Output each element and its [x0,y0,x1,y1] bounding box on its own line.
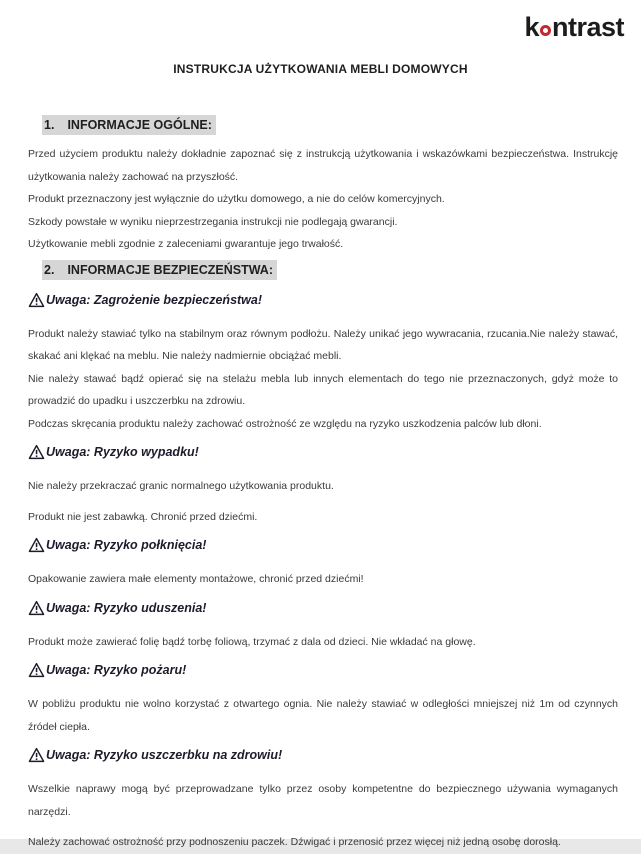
section-1-body [28,143,618,256]
warning-triangle-icon [28,600,45,616]
paragraph: Nie należy przekraczać granic normalnego użytkowania produktu. [28,480,334,492]
section-1-heading [42,118,618,132]
paragraph: Produkt może zawierać folię bądź torbę foliową, trzymać z dala od dzieci. Nie wkładać na głowę. [28,635,476,648]
warning-triangle-icon [28,747,45,763]
section-1-heading-label: INFORMACJE OGÓLNE: [67,118,212,132]
warning-heading [28,746,618,764]
warning-triangle-icon [28,292,45,308]
kontrast-logo [524,12,624,43]
warning-block [28,599,618,654]
warning-block [28,536,618,591]
warning-block [28,746,618,854]
warning-heading [28,443,618,461]
section-1-number: 1. [44,118,55,132]
warning-label: Uwaga: Ryzyko uduszenia! [46,600,207,615]
warning-label: Uwaga: Ryzyko pożaru! [46,663,187,677]
paragraph: Przed użyciem produktu należy dokładnie zapoznać się z instrukcją użytkowania i wskazówkami bezpieczeństwa. Instrukcję użytkowania należy zachować na przyszłość. [28,148,618,183]
logo-red-circle-icon [540,25,551,36]
warning-label: Uwaga: Ryzyko połknięcia! [46,538,207,552]
warning-heading [28,599,618,617]
warning-block [28,291,618,436]
warning-heading [28,536,618,554]
warning-triangle-icon [28,537,45,553]
paragraph: Produkt przeznaczony jest wyłącznie do użytku domowego, a nie do celów komercyjnych. [28,193,445,205]
paragraph: Nie należy stawać bądź opierać się na stelażu mebla lub innych elementach do tego nie przeznaczonych, gdyż może to prowadzić do upadku i uszczerbku na zdrowiu. [28,372,618,407]
logo-text-k: k [524,12,539,42]
section-2-heading-label: INFORMACJE BEZPIECZEŃSTWA: [67,262,273,277]
paragraph: Wszelkie naprawy mogą być przeprowadzane tylko przez osoby kompetentne do bezpiecznego używania wymaganych narzędzi. [28,783,618,818]
warning-triangle-icon [28,444,45,460]
warning-heading [28,661,618,679]
section-2-body [28,288,618,854]
paragraph: Należy zachować ostrożność przy podnoszeniu paczek. Dźwigać i przenosić przez więcej niż jedną osobę dorosłą. [28,836,561,848]
warning-label: Uwaga: Ryzyko wypadku! [46,445,199,459]
paragraph: Użytkowanie mebli zgodnie z zaleceniami gwarantuje jego trwałość. [28,238,344,250]
warning-label: Uwaga: Ryzyko uszczerbku na zdrowiu! [46,748,283,762]
logo-text-ntrast: ntrast [551,12,624,42]
paragraph: Produkt należy stawiać tylko na stabilnym oraz równym podłożu. Należy unikać jego wywracania, rzucania.Nie należy stawać, skakać ani klękać na meblu. Nie należy nadmiernie obciążać mebli. [28,327,618,362]
warning-triangle-icon [28,662,45,678]
warning-heading [28,291,618,309]
document-content [0,118,641,854]
warning-block [28,443,618,528]
paragraph: Produkt nie jest zabawką. Chronić przed dziećmi. [28,510,258,523]
document-title: INSTRUKCJA UŻYTKOWANIA MEBLI DOMOWYCH [173,62,468,76]
warning-block [28,661,618,738]
warning-label: Uwaga: Zagrożenie bezpieczeństwa! [46,292,263,307]
paragraph: Szkody powstałe w wyniku nieprzestrzegania instrukcji nie podlegają gwarancji. [28,215,398,228]
paragraph: Podczas skręcania produktu należy zachować ostrożność ze względu na ryzyko uszkodzenia palców lub dłoni. [28,417,542,430]
section-2-number: 2. [44,262,55,277]
paragraph: W pobliżu produktu nie wolno korzystać z otwartego ognia. Nie należy stawiać w odległości mniejszej niż 1m od czynnych źródeł ciepła. [28,698,618,733]
paragraph: Opakowanie zawiera małe elementy montażowe, chronić przed dziećmi! [28,573,364,585]
section-2-heading [42,263,618,277]
